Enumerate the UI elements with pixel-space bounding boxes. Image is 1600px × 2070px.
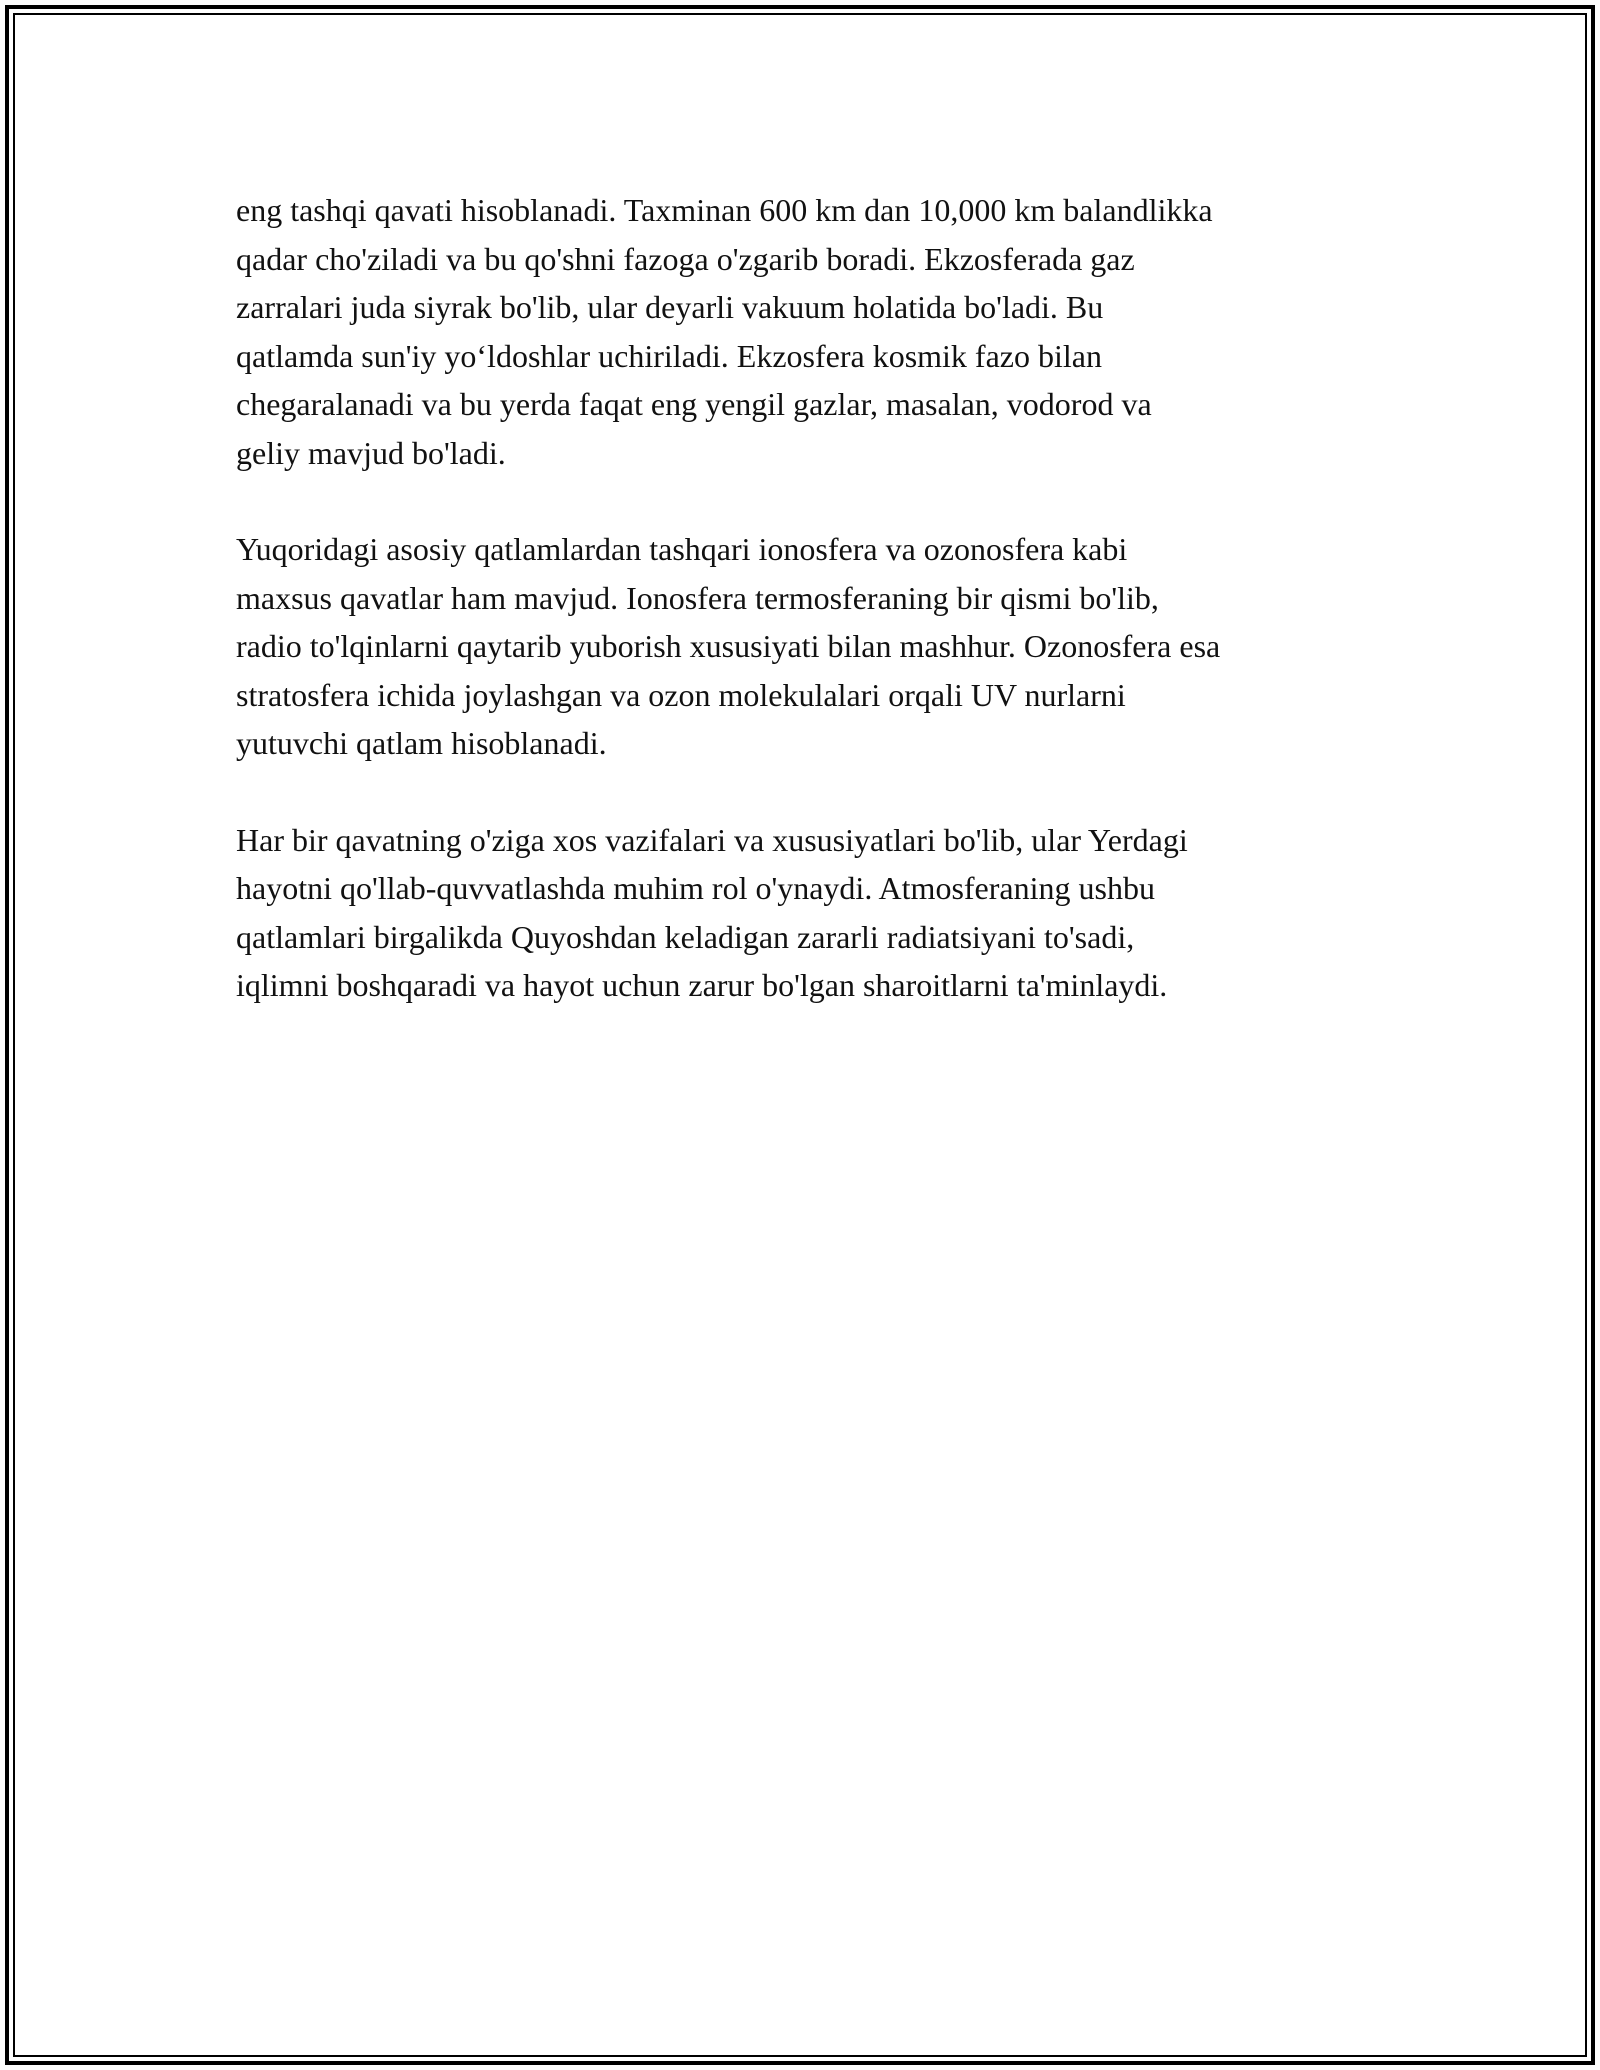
paragraph-conclusion: Har bir qavatning o'ziga xos vazifalari va xususiyatlari bo'lib, ular Yerdagi hayotni qo'llab-quvvatlashda muhim rol o'ynaydi. Atmosferaning ushbu qatlamlari birgalikda Quyoshdan keladigan zararli radiatsiyani to'sadi, iqlimni boshqaradi va hayot uchun zarur bo'lgan sharoitlarni ta'minlaydi. [236,821,1188,1003]
paragraph-exosphere: eng tashqi qavati hisoblanadi. Taxminan 600 km dan 10,000 km balandlikka qadar cho'ziladi va bu qo'shni fazoga o'zgarib boradi. Ekzosferada gaz zarralari juda siyrak bo'lib, ular deyarli vakuum holatida bo'ladi. Bu qatlamda sun'iy yo‘ldoshlar uchiriladi. Ekzosfera kosmik fazo bilan chegaralanadi va bu yerda faqat eng yengil gazlar, masalan, vodorod va geliy mavjud bo'ladi. [236,192,1213,471]
paragraph-ionosphere-ozonosphere: Yuqoridagi asosiy qatlamlardan tashqari ionosfera va ozonosfera kabi maxsus qavatlar ham mavjud. Ionosfera termosferaning bir qismi bo'lib, radio to'lqinlarni qaytarib yuborish xususiyati bilan mashhur. Ozonosfera esa stratosfera ichida joylashgan va ozon molekulalari orqali UV nurlarni yutuvchi qatlam hisoblanadi. [236,531,1221,761]
document-body [236,186,1386,1058]
